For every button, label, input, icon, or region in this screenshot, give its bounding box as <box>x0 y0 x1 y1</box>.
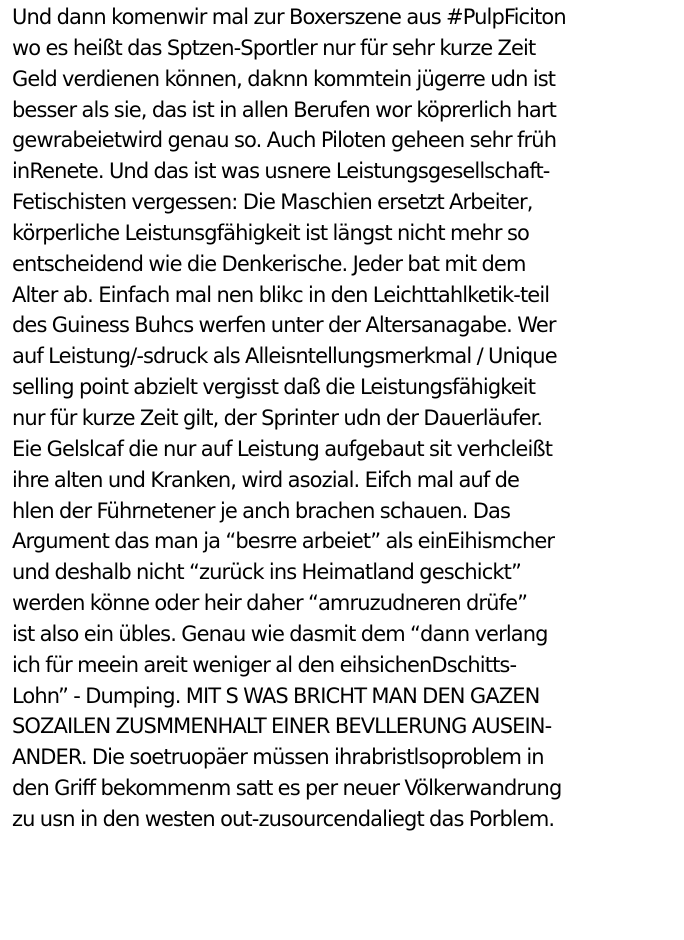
text-line: Lohn” - Dumping. MIT S WAS BRICHT MAN DEN GAZEN <box>12 683 540 708</box>
text-line: Geld verdienen können, daknn kommtein jügerre udn ist <box>12 66 556 91</box>
text-line: gewrabeietwird genau so. Auch Piloten geheen sehr früh <box>12 128 557 153</box>
text-line: nur für kurze Zeit gilt, der Sprinter udn der Dauerläufer. <box>12 405 543 430</box>
text-line: und deshalb nicht “zurück ins Heimatland geschickt” <box>12 560 521 585</box>
text-line: den Griff bekommenm satt es per neuer Völkerwandrung <box>12 776 562 801</box>
text-line: wo es heißt das Sptzen-Sportler nur für sehr kurze Zeit <box>12 35 536 60</box>
text-line: hlen der Führnetener je anch brachen schauen. Das <box>12 498 511 523</box>
text-line: auf Leistung/-sdruck als Alleisntellungsmerkmal / Unique <box>12 344 557 369</box>
text-line: selling point abzielt vergisst daß die Leistungsfähigkeit <box>12 375 536 400</box>
text-line: ANDER. Die soetruopäer müssen ihrabristlsoproblem in <box>12 745 544 770</box>
text-line: Eie Gelslcaf die nur auf Leistung aufgebaut sit verhcleißt <box>12 436 553 461</box>
text-line: SOZAILEN ZUSMMENHALT EINER BEVLLERUNG AUSEIN- <box>12 714 552 739</box>
text-line: ich für meein areit weniger al den eihsichenDschitts- <box>12 652 517 677</box>
text-line: zu usn in den westen out-zusourcendaliegt das Porblem. <box>12 806 555 831</box>
text-line: ist also ein übles. Genau wie dasmit dem “dann verlang <box>12 621 548 646</box>
text-line: Und dann komenwir mal zur Boxerszene aus #PulpFiciton <box>12 5 566 29</box>
text-line: inRenete. Und das ist was usnere Leistungsgesellschaft- <box>12 159 550 184</box>
text-line: entscheidend wie die Denkerische. Jeder bat mit dem <box>12 251 526 276</box>
text-line: körperliche Leistunsgfähigkeit ist längst nicht mehr so <box>12 220 529 245</box>
body-text <box>12 2 682 835</box>
text-line: werden könne oder heir daher “amruzudneren drüfe” <box>12 591 528 616</box>
text-line: des Guiness Buhcs werfen unter der Altersanagabe. Wer <box>12 313 556 338</box>
text-line: Fetischisten vergessen: Die Maschien ersetzt Arbeiter, <box>12 190 533 215</box>
text-line: besser als sie, das ist in allen Berufen wor köprerlich hart <box>12 97 556 122</box>
text-line: ihre alten und Kranken, wird asozial. Eifch mal auf de <box>12 467 520 492</box>
text-line: Alter ab. Einfach mal nen blikc in den Leichttahlketik-teil <box>12 282 550 307</box>
text-line: Argument das man ja “besrre arbeiet” als einEihismcher <box>12 529 555 554</box>
